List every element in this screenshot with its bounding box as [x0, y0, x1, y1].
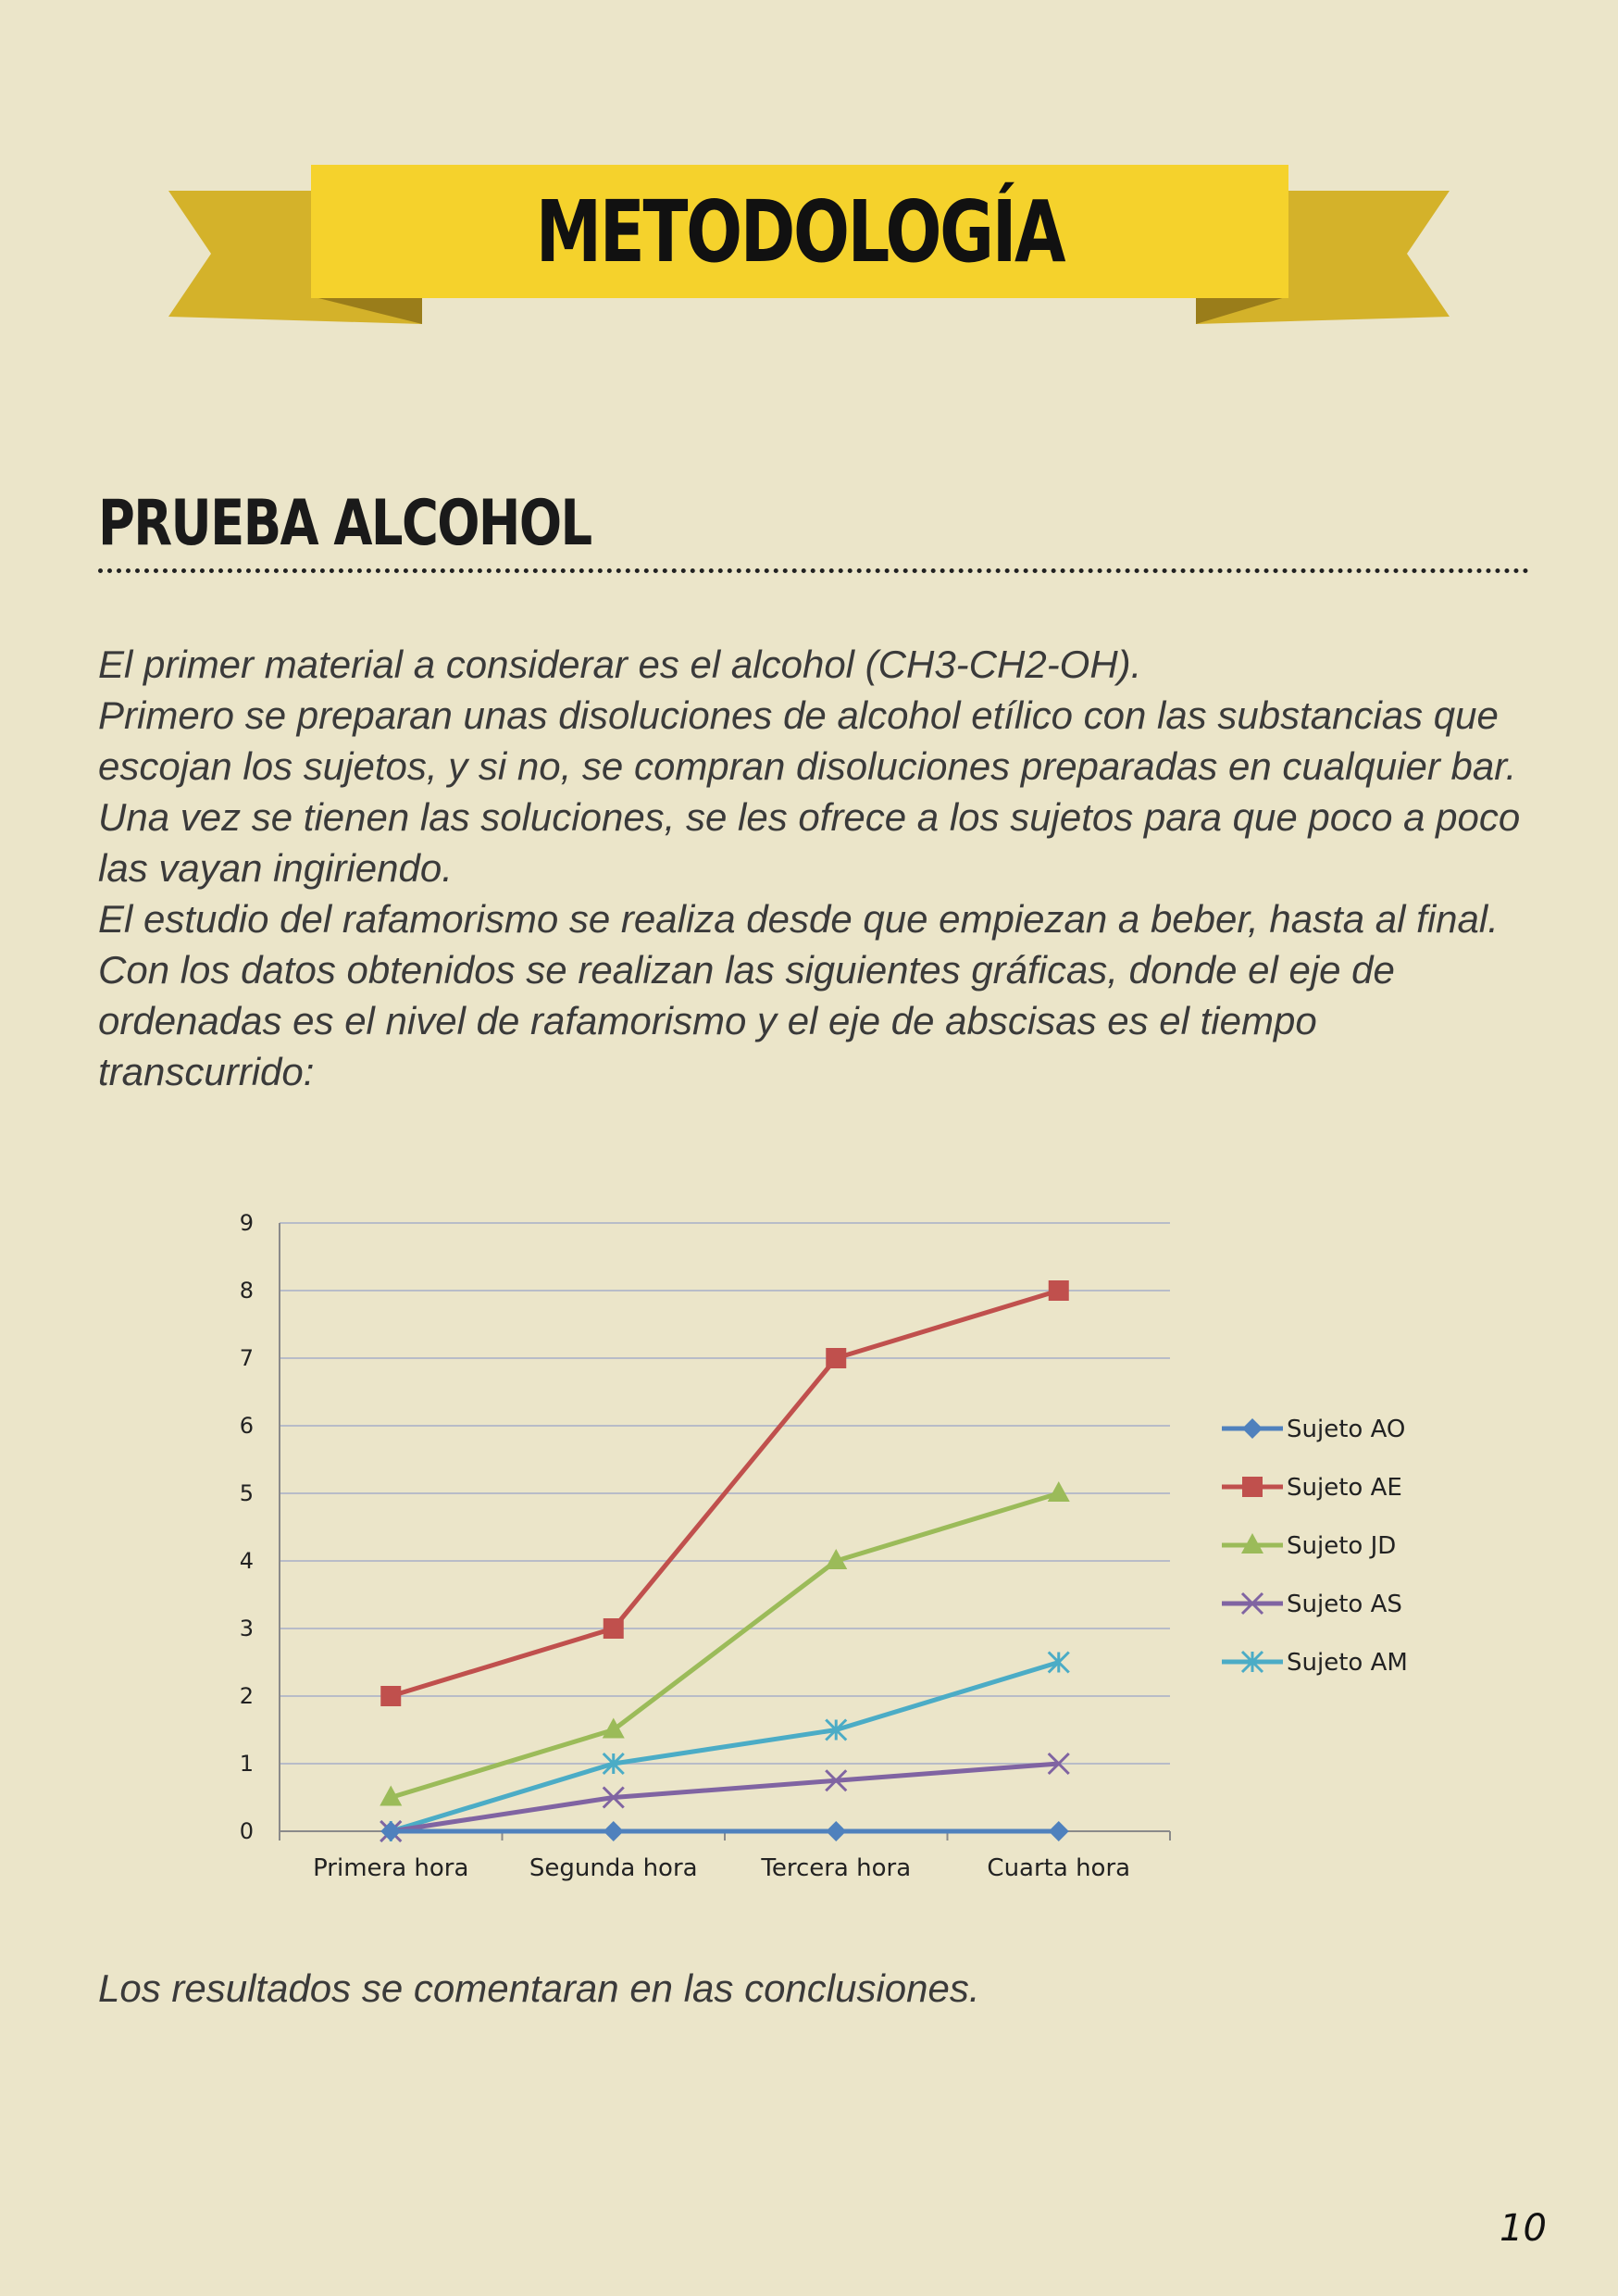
section-title: PRUEBA ALCOHOL: [98, 487, 591, 560]
conclusion-text: Los resultados se comentaran en las conclusiones.: [98, 1966, 980, 2010]
data-point: [1049, 1280, 1069, 1301]
y-tick-label: 8: [239, 1278, 254, 1304]
data-point: [1048, 1481, 1070, 1502]
banner-title: METODOLOGÍA: [535, 181, 1064, 281]
title-banner: [0, 0, 1618, 370]
legend-label: Sujeto JD: [1287, 1532, 1397, 1560]
body-text: [98, 639, 1542, 1097]
data-point: [1049, 1821, 1069, 1841]
paragraph: Primero se preparan unas disoluciones de alcohol etílico con las substancias que escojan los sujetos, y si no, se compran disoluciones preparadas en cualquier bar. Una vez se tienen las soluciones, se les ofrece a los sujetos para que poco a poco las vayan ingiriendo.: [98, 693, 1521, 890]
series-line: [391, 1764, 1059, 1831]
data-point: [604, 1821, 624, 1841]
paragraph: El estudio del rafamorismo se realiza desde que empiezan a beber, hasta al final. Con los datos obtenidos se realizan las siguientes gráficas, donde el eje de ordenadas es el nivel de rafamorismo y el eje de abscisas es el tiempo transcurrido:: [98, 897, 1499, 1093]
data-point: [603, 1718, 625, 1739]
y-tick-label: 2: [239, 1683, 254, 1709]
series-line: [391, 1663, 1059, 1832]
y-tick-label: 9: [239, 1210, 254, 1236]
x-tick-label: Segunda hora: [529, 1854, 698, 1882]
x-tick-label: Tercera hora: [761, 1854, 912, 1882]
y-tick-label: 5: [239, 1480, 254, 1506]
data-point: [604, 1618, 624, 1639]
dotted-divider: [98, 568, 1529, 573]
y-tick-label: 3: [239, 1616, 254, 1641]
data-point: [826, 1821, 846, 1841]
y-tick-label: 1: [239, 1751, 254, 1777]
y-tick-label: 0: [239, 1818, 254, 1844]
data-point: [826, 1348, 846, 1368]
y-tick-label: 7: [239, 1345, 254, 1371]
data-point: [380, 1686, 401, 1706]
legend-label: Sujeto AM: [1287, 1649, 1408, 1677]
legend-marker: [1242, 1477, 1263, 1497]
x-tick-label: Primera hora: [313, 1854, 469, 1882]
y-tick-label: 6: [239, 1413, 254, 1439]
legend-label: Sujeto AS: [1287, 1591, 1402, 1618]
series-line: [391, 1493, 1059, 1798]
legend-label: Sujeto AE: [1287, 1474, 1402, 1502]
paragraph: El primer material a considerar es el alcohol (CH3-CH2-OH).: [98, 643, 1142, 686]
line-chart: [213, 1194, 1472, 1907]
x-tick-label: Cuarta hora: [987, 1854, 1131, 1882]
legend-marker: [1242, 1418, 1263, 1439]
legend-label: Sujeto AO: [1287, 1416, 1406, 1443]
y-tick-label: 4: [239, 1548, 254, 1574]
page-number: 10: [1500, 2207, 1547, 2250]
chart-svg: [213, 1194, 1472, 1907]
